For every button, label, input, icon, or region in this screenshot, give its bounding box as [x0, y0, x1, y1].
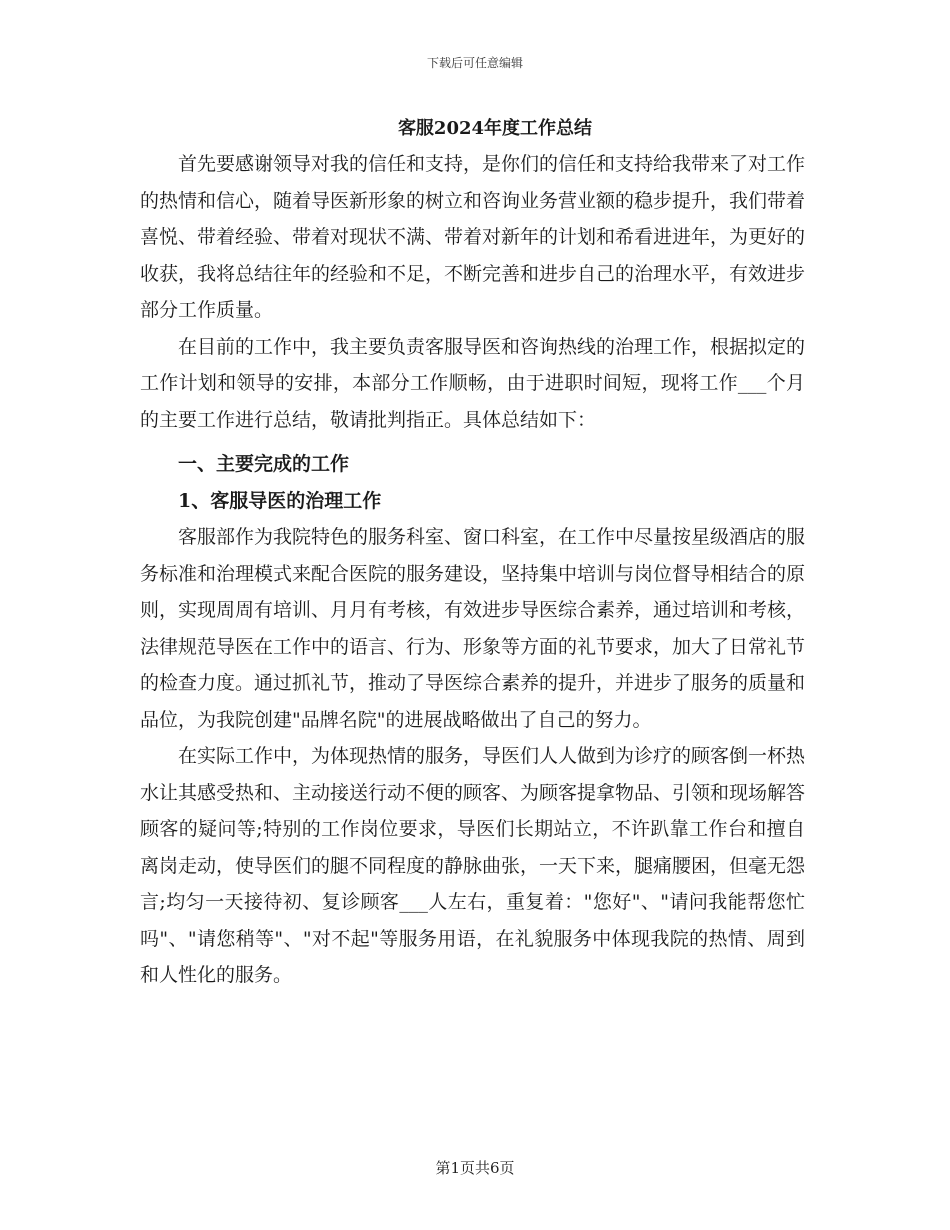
- page-header: 下载后可任意编辑: [426, 56, 523, 70]
- subsection-heading: 1、客服导医的治理工作: [178, 489, 382, 512]
- paragraph-guide-management: 客服部作为我院特色的服务科室、窗口科室，在工作中尽量按星级酒店的服务标准和治理模式来配合医院的服务建设，坚持集中培训与岗位督导相结合的原则，实现周周有培训、月月有考核，有效进步导医综合素养，通过培训和考核，法律规范导医在工作中的语言、行为、形象等方面的礼节要求，加大了日常礼节的检查力度。通过抓礼节，推动了导医综合素养的提升，并进步了服务的质量和品位，为我院创建"品牌名院"的进展战略做出了自己的努力。: [140, 526, 806, 731]
- paragraph-scope: 在目前的工作中，我主要负责客服导医和咨询热线的治理工作，根据拟定的工作计划和领导的安排，本部分工作顺畅，由于进职时间短，现将工作___个月的主要工作进行总结，敬请批判指正。具体总结如下：: [140, 335, 806, 431]
- paragraph-practical-work: 在实际工作中，为体现热情的服务，导医们人人做到为诊疗的顾客倒一杯热水让其感受热和、主动接送行动不便的顾客、为顾客提拿物品、引领和现场解答顾客的疑问等;特别的工作岗位要求，导医们长期站立，不许趴靠工作台和擅自离岗走动，使导医们的腿不同程度的静脉曲张，一天下来，腿痛腰困，但毫无怨言;均匀一天接待初、复诊顾客___人左右，重复着："您好"、"请问我能帮您忙吗"、"请您稍等"、"对不起"等服务用语，在礼貌服务中体现我院的热情、周到和人性化的服务。: [140, 745, 806, 986]
- section-heading: 一、主要完成的工作: [178, 453, 350, 475]
- paragraph-intro: 首先要感谢领导对我的信任和支持，是你们的信任和支持给我带来了对工作的热情和信心，随着导医新形象的树立和咨询业务营业额的稳步提升，我们带着喜悦、带着经验、带着对现状不满、带着对新年的计划和希看进进年，为更好的收获，我将总结往年的经验和不足，不断完善和进步自己的治理水平，有效进步部分工作质量。: [140, 153, 806, 321]
- document-body: [140, 146, 805, 994]
- page-footer: 第1页共6页: [435, 1159, 515, 1177]
- document-title: 客服2024年度工作总结: [397, 118, 593, 139]
